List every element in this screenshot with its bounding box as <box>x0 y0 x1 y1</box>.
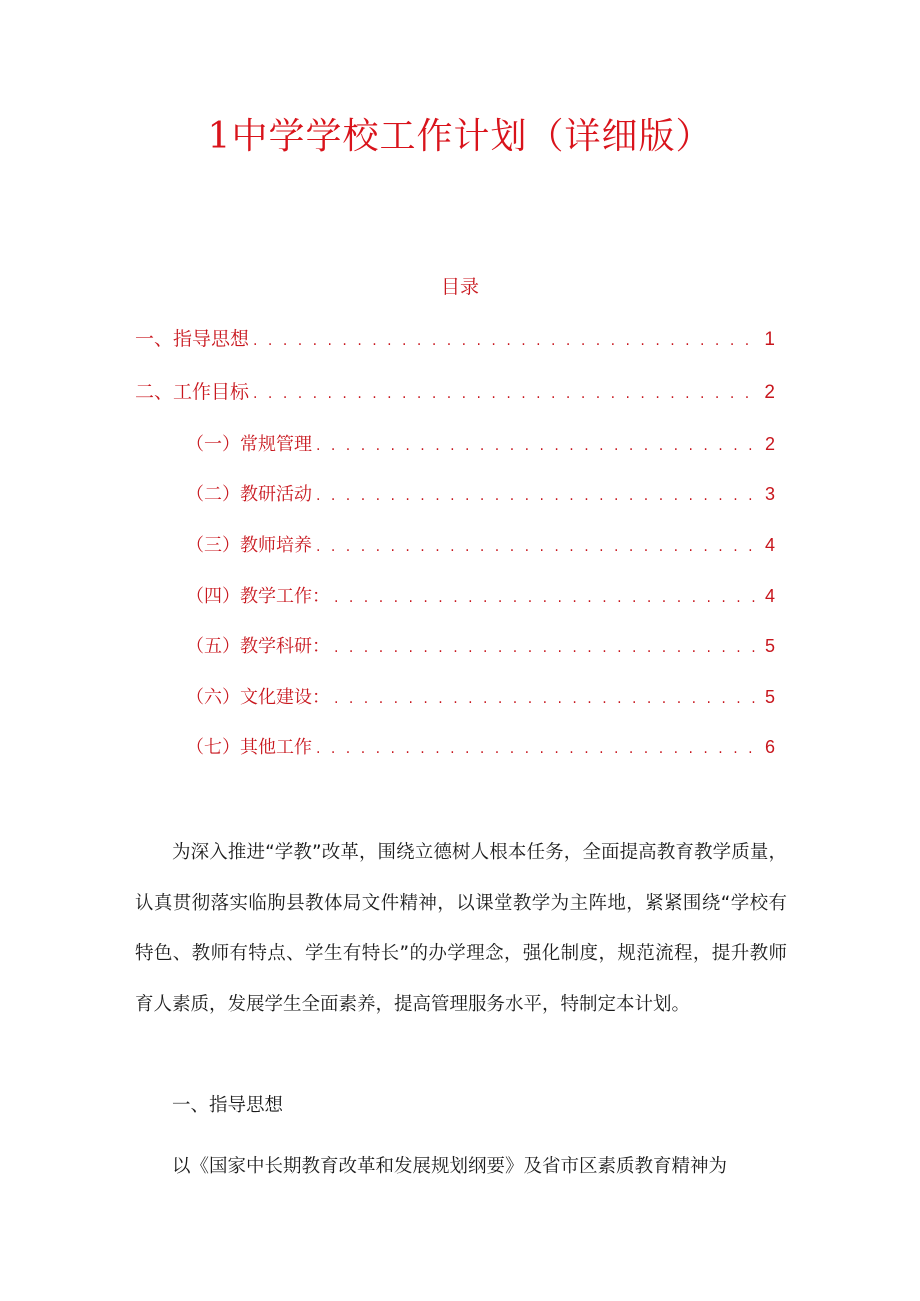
toc-dot-leader <box>316 432 761 460</box>
toc-entry-culture-building[interactable] <box>186 683 775 713</box>
toc-dot-leader <box>316 735 761 763</box>
toc-entry-label: （一）常规管理 <box>186 434 312 455</box>
section-heading-guiding-ideology: 一、指导思想 <box>172 1095 284 1116</box>
toc-heading: 目录 <box>440 276 479 298</box>
toc-page-number: 4 <box>764 586 775 606</box>
toc-page-number: 3 <box>764 484 775 504</box>
toc-dot-leader <box>334 584 761 612</box>
toc-entry-label: （二）教研活动 <box>186 484 312 505</box>
toc-dot-leader <box>316 482 761 510</box>
toc-dot-leader <box>334 685 761 713</box>
intro-paragraph: 为深入推进“学教”改革，围绕立德树人根本任务，全面提高教育教学质量，认真贯彻落实临朐县教体局文件精神，以课堂教学为主阵地，紧紧围绕“学校有特色、教师有特点、学生有特长”的办学理念，强化制度，规范流程，提升教师育人素质，发展学生全面素养，提高管理服务水平，特制定本计划。 <box>135 842 787 1015</box>
toc-page-number: 6 <box>764 737 775 757</box>
toc-entry-label: （三）教师培养 <box>186 535 312 556</box>
toc-entry-teaching-work[interactable] <box>186 582 775 612</box>
toc-page-number: 5 <box>764 636 775 656</box>
toc-page-number: 1 <box>764 329 775 350</box>
toc-entry-guiding-ideology[interactable] <box>135 325 775 355</box>
toc-entry-label: （七）其他工作 <box>186 737 312 758</box>
toc-entry-teaching-research[interactable] <box>186 632 775 662</box>
toc-entry-label: （五）教学科研： <box>186 636 330 657</box>
toc-entry-teaching-research-activities[interactable] <box>186 480 775 510</box>
toc-entry-teacher-training[interactable] <box>186 531 775 561</box>
toc-dot-leader <box>334 634 761 662</box>
toc-page-number: 4 <box>764 535 775 555</box>
toc-page-number: 2 <box>764 434 775 454</box>
toc-dot-leader <box>253 327 760 355</box>
toc-entry-label: （六）文化建设： <box>186 687 330 708</box>
toc-page-number: 5 <box>764 687 775 707</box>
toc-entry-other-work[interactable] <box>186 733 775 763</box>
toc-dot-leader <box>316 533 761 561</box>
toc-entry-routine-management[interactable] <box>186 430 775 460</box>
document-title: 1中学学校工作计划（详细版） <box>207 116 713 157</box>
section-paragraph-guiding-ideology: 以《国家中长期教育改革和发展规划纲要》及省市区素质教育精神为 <box>172 1156 728 1177</box>
toc-dot-leader <box>253 380 760 408</box>
toc-entry-label: 一、指导思想 <box>135 328 250 350</box>
toc-entry-work-goals[interactable] <box>135 378 775 408</box>
toc-page-number: 2 <box>764 382 775 403</box>
toc-entry-label: （四）教学工作： <box>186 586 330 607</box>
toc-entry-label: 二、工作目标 <box>135 381 250 403</box>
